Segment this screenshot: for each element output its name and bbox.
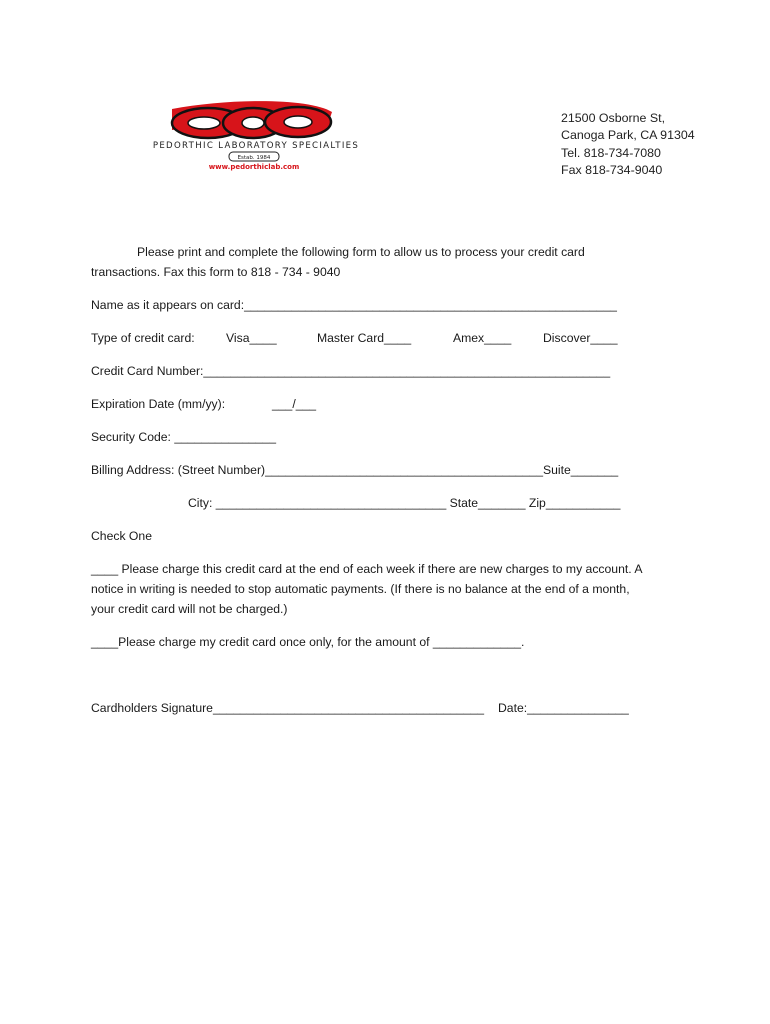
company-name: Pedorthic Laboratory Specialties <box>152 141 360 151</box>
option-weekly-line-1[interactable]: ____ Please charge this credit card at the end of each week if there are new charges to my account. A <box>91 562 643 576</box>
signature-field[interactable]: Cardholders Signature________________________________________ <box>91 701 485 715</box>
expiration-field[interactable]: ___/___ <box>272 397 317 411</box>
security-code-field[interactable]: Security Code: _______________ <box>91 430 276 444</box>
amex-option[interactable]: Amex____ <box>453 331 512 345</box>
visa-option[interactable]: Visa____ <box>226 331 277 345</box>
option-once-only[interactable]: ____Please charge my credit card once only, for the amount of _____________. <box>91 635 525 649</box>
intro-line-1: Please print and complete the following form to allow us to process your credit card <box>137 245 585 259</box>
check-one-label: Check One <box>91 529 152 543</box>
discover-option[interactable]: Discover____ <box>543 331 618 345</box>
intro-line-2: transactions. Fax this form to 818 - 734 - 9040 <box>91 265 341 279</box>
card-type-label: Type of credit card: <box>91 331 195 345</box>
pls-logo-graphic <box>120 100 385 178</box>
name-on-card-field[interactable]: Name as it appears on card:_______________________________________________________ <box>91 298 617 312</box>
address-fax: Fax 818-734-9040 <box>561 163 663 177</box>
option-weekly-line-3: your credit card will not be charged.) <box>91 602 288 616</box>
date-field[interactable]: Date:_______________ <box>498 701 629 715</box>
established-text: Estab. 1984 <box>237 155 271 161</box>
address-city: Canoga Park, CA 91304 <box>561 128 695 142</box>
address-tel: Tel. 818-734-7080 <box>561 146 661 160</box>
company-logo <box>120 100 385 178</box>
option-weekly-line-2: notice in writing is needed to stop automatic payments. (If there is no balance at the end of a month, <box>91 582 630 596</box>
card-number-field[interactable]: Credit Card Number:____________________________________________________________ <box>91 364 611 378</box>
mastercard-option[interactable]: Master Card____ <box>317 331 412 345</box>
expiration-label: Expiration Date (mm/yy): <box>91 397 226 411</box>
billing-address-field[interactable]: Billing Address: (Street Number)_________________________________________Suite_______ <box>91 463 619 477</box>
address-street: 21500 Osborne St, <box>561 111 666 125</box>
company-website: www.pedorthiclab.com <box>208 163 300 171</box>
city-state-zip-field[interactable]: City: __________________________________ State_______ Zip___________ <box>188 496 621 510</box>
